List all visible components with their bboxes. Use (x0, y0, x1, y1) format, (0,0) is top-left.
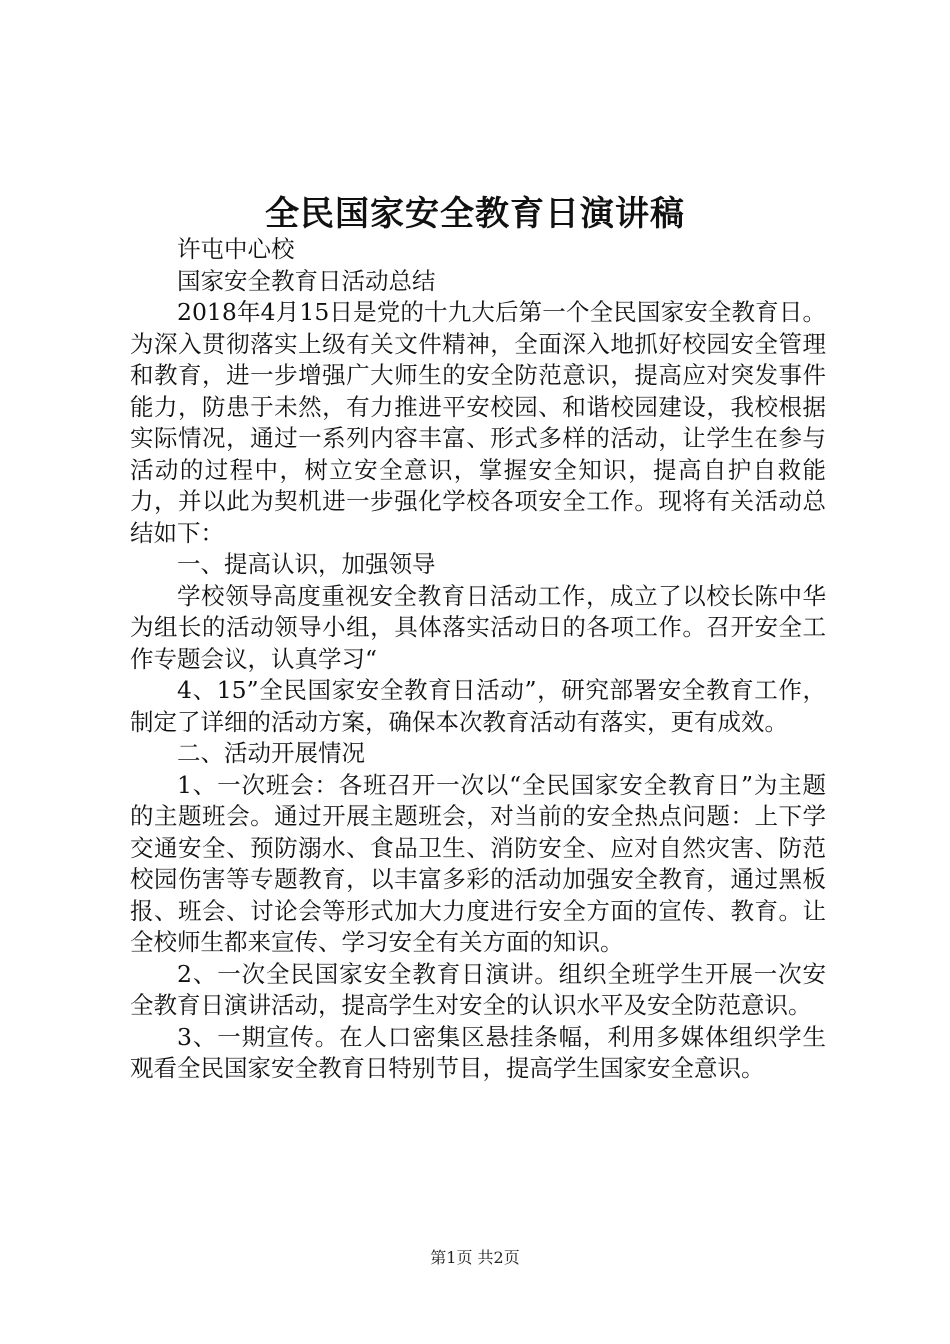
section-heading-1: 一、提高认识，加强领导 (177, 550, 436, 578)
paragraph-item-3: 3、一期宣传。在人口密集区悬挂条幅，利用多媒体组织学生观看全民国家安全教育日特别节目，提高学生国家安全意识。 (130, 1022, 826, 1082)
section-heading-2: 二、活动开展情况 (177, 739, 365, 767)
paragraph-item-2: 2、一次全民国家安全教育日演讲。组织全班学生开展一次安全教育日演讲活动，提高学生对安全的认识水平及安全防范意识。 (130, 959, 826, 1019)
document-title: 全民国家安全教育日演讲稿 (265, 194, 685, 234)
paragraph-subtitle: 国家安全教育日活动总结 (177, 266, 436, 295)
document-body (130, 234, 826, 1085)
paragraph-leadership-cont: 4、15”全民国家安全教育日活动”，研究部署安全教育工作，制定了详细的活动方案，确保本次教育活动有落实，更有成效。 (130, 676, 826, 736)
page-number-footer: 第1页 共2页 (430, 1248, 520, 1267)
paragraph-intro: 2018年4月15日是党的十九大后第一个全民国家安全教育日。为深入贯彻落实上级有关文件精神，全面深入地抓好校园安全管理和教育，进一步增强广大师生的安全防范意识，提高应对突发事件能力，防患于未然，有力推进平安校园、和谐校园建设，我校根据实际情况，通过一系列内容丰富、形式多样的活动，让学生在参与活动的过程中，树立安全意识，掌握安全知识，提高自护自救能力，并以此为契机进一步强化学校各项安全工作。现将有关活动总结如下： (130, 298, 826, 547)
paragraph-leadership: 学校领导高度重视安全教育日活动工作，成立了以校长陈中华为组长的活动领导小组，具体落实活动日的各项工作。召开安全工作专题会议，认真学习“ (130, 581, 826, 673)
paragraph-school: 许屯中心校 (177, 235, 295, 263)
paragraph-item-1: 1、一次班会：各班召开一次以“全民国家安全教育日”为主题的主题班会。通过开展主题班会，对当前的安全热点问题：上下学交通安全、预防溺水、食品卫生、消防安全、应对自然灾害、防范校园伤害等专题教育，以丰富多彩的活动加强安全教育，通过黑板报、班会、讨论会等形式加大力度进行安全方面的宣传、教育。让全校师生都来宣传、学习安全有关方面的知识。 (130, 770, 826, 956)
